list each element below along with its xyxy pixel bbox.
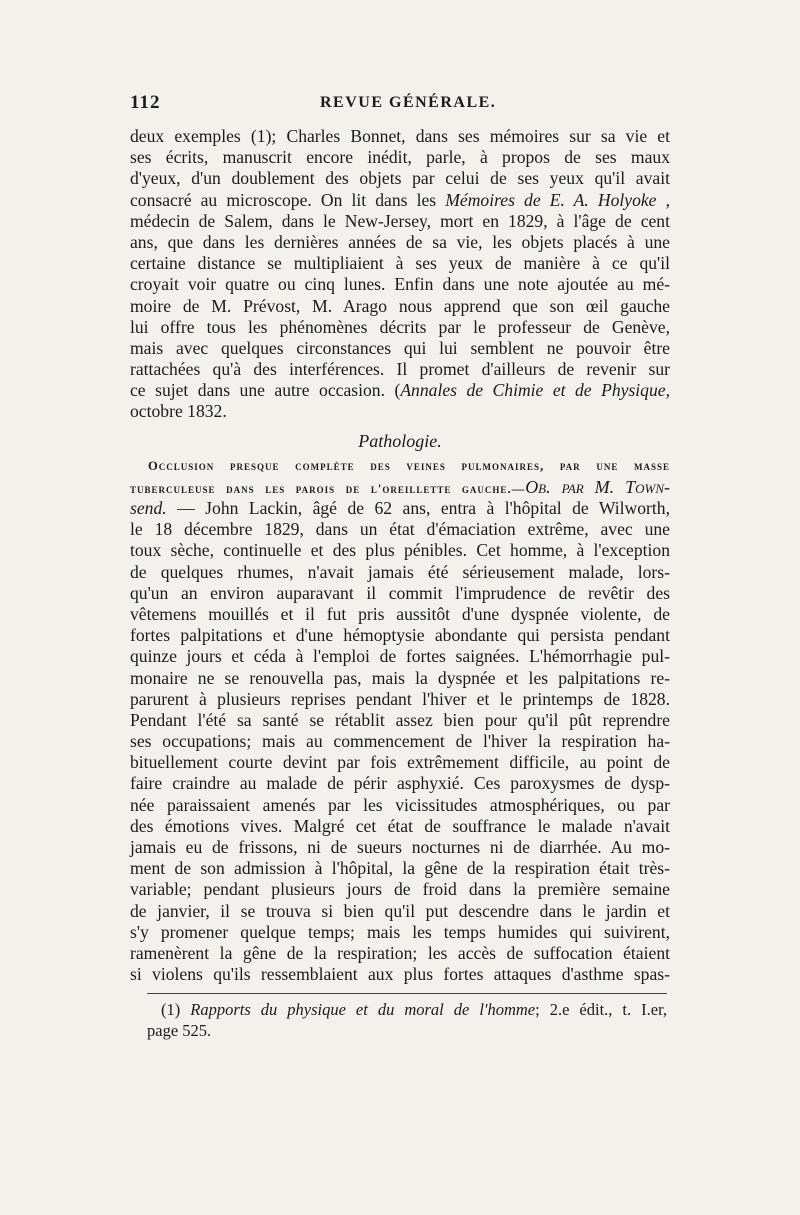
text-line: moire de M. Prévost, M. Arago nous apprend que son œil gauche — [130, 295, 670, 316]
page-number: 112 — [130, 92, 161, 113]
text-line: ment de son admission à l'hôpital, la gêne de la respiration était très- — [130, 858, 670, 879]
text-line: qu'un an environ auparavant il commit l'imprudence de revêtir des — [130, 582, 670, 603]
text-line: Pendant l'été sa santé se rétablit assez bien pour qu'il pût reprendre — [130, 709, 670, 730]
page-header — [130, 92, 670, 120]
text-line: vêtemens mouillés et il fut pris aussitôt d'une dyspnée violente, de — [130, 603, 670, 624]
text-line: médecin de Salem, dans le New-Jersey, mort en 1829, à l'âge de cent — [130, 210, 670, 231]
text-line: de quelques rhumes, n'avait jamais été sérieusement malade, lors- — [130, 561, 670, 582]
text-line: de janvier, il se trouva si bien qu'il put descendre dans le jardin et — [130, 900, 670, 921]
text-line: mais avec quelques circonstances qui lui semblent ne pouvoir être — [130, 337, 670, 358]
footnote-line: page 525. — [147, 1021, 212, 1040]
text-line: si violens qu'ils ressemblaient aux plus fortes attaques d'asthme spas- — [130, 964, 670, 985]
text-line: croyait voir quatre ou cinq lunes. Enfin dans une note ajoutée au mé- — [130, 274, 670, 295]
text-line: s'y promener quelque temps; mais les temps humides qui suivirent, — [130, 921, 670, 942]
text-line: certaine distance se multipliaient à ses yeux de manière à ce qu'il — [130, 253, 670, 274]
text-line: consacré au microscope. On lit dans les Mémoires de E. A. Holyoke , — [130, 189, 670, 210]
section-heading: Pathologie. — [358, 430, 442, 451]
footnote-rule — [147, 993, 667, 994]
italic-reference: Mémoires de E. A. Holyoke , — [445, 189, 670, 210]
text-line: jamais eu de frissons, ni de sueurs nocturnes ni de diarrhée. Au mo- — [130, 837, 670, 857]
text-line: d'yeux, d'un doublement des objets par celui de ses yeux qu'il avait — [130, 168, 670, 189]
footnote — [147, 999, 667, 1041]
text-line: variable; pendant plusieurs jours de froid dans la première semaine — [130, 879, 670, 900]
italic-reference: Annales de Chimie et de Physique, — [400, 380, 670, 401]
text-line: ramenèrent la gêne de la respiration; les accès de suffocation étaient — [130, 942, 670, 963]
text-line: le 18 décembre 1829, dans un état d'émaciation extrême, avec une — [130, 519, 670, 540]
article-title-line: Occlusion presque complète des veines pulmonaires, par une masse — [148, 458, 670, 473]
paragraph-continued — [130, 126, 670, 423]
running-title: REVUE GÉNÉRALE. — [320, 94, 497, 111]
footnote-line: (1) Rapports du physique et du moral de l'homme; 2.e édit., t. I.er, — [161, 1000, 668, 1019]
text-line: ses écrits, manuscrit encore inédit, parle, à propos de ses maux — [130, 147, 670, 168]
text-line: deux exemples (1); Charles Bonnet, dans ses mémoires sur sa vie et — [130, 126, 670, 146]
text-line: faire craindre au malade de périr asphyxié. Ces paroxysmes de dysp- — [130, 773, 670, 794]
text-line: parurent à plusieurs reprises pendant l'hiver et le printemps de 1828. — [130, 688, 670, 709]
text-line: toux sèche, continuelle et des plus pénibles. Cet homme, à l'exception — [130, 540, 670, 561]
text-line: ce sujet dans une autre occasion. (Annales de Chimie et de Physique, — [130, 380, 670, 401]
text-line: fortes palpitations et d'une hémoptysie abondante qui persista pendant — [130, 625, 670, 646]
text-line: bituellement courte devint par fois extrêmement difficile, au point de — [130, 752, 670, 773]
text-line: née paraissaient amenés par les vicissitudes atmosphériques, ou par — [130, 794, 670, 815]
text-line: monaire ne se renouvella pas, mais la dyspnée et les palpitations re- — [130, 667, 670, 688]
text-line: octobre 1832. — [130, 401, 227, 422]
text-line: lui offre tous les phénomènes décrits par le professeur de Genève, — [130, 316, 670, 337]
footnote-citation: Rapports du physique et du moral de l'homme — [190, 1000, 536, 1019]
article — [130, 456, 670, 986]
footnote-marker: (1) — [161, 1000, 181, 1019]
article-title-line: tuberculeuse dans les parois de l'oreillette gauche.—Ob. par M. Town- — [130, 476, 670, 497]
text-line: ses occupations; mais au commencement de l'hiver la respiration ha- — [130, 731, 670, 752]
text-line: send. — John Lackin, âgé de 62 ans, entra à l'hôpital de Wilworth, — [130, 498, 670, 518]
text-line: ans, que dans les dernières années de sa vie, les objets placés à une — [130, 231, 670, 252]
text-line: quinze jours et céda à l'emploi de fortes saignées. L'hémorrhagie pul- — [130, 646, 670, 667]
body-text — [130, 126, 670, 985]
observation-credit: Ob. par M. Town- — [525, 476, 670, 497]
text-line: des émotions vives. Malgré cet état de souffrance le malade n'avait — [130, 815, 670, 836]
text-line: rattachées qu'à des interférences. Il promet d'ailleurs de revenir sur — [130, 359, 670, 380]
